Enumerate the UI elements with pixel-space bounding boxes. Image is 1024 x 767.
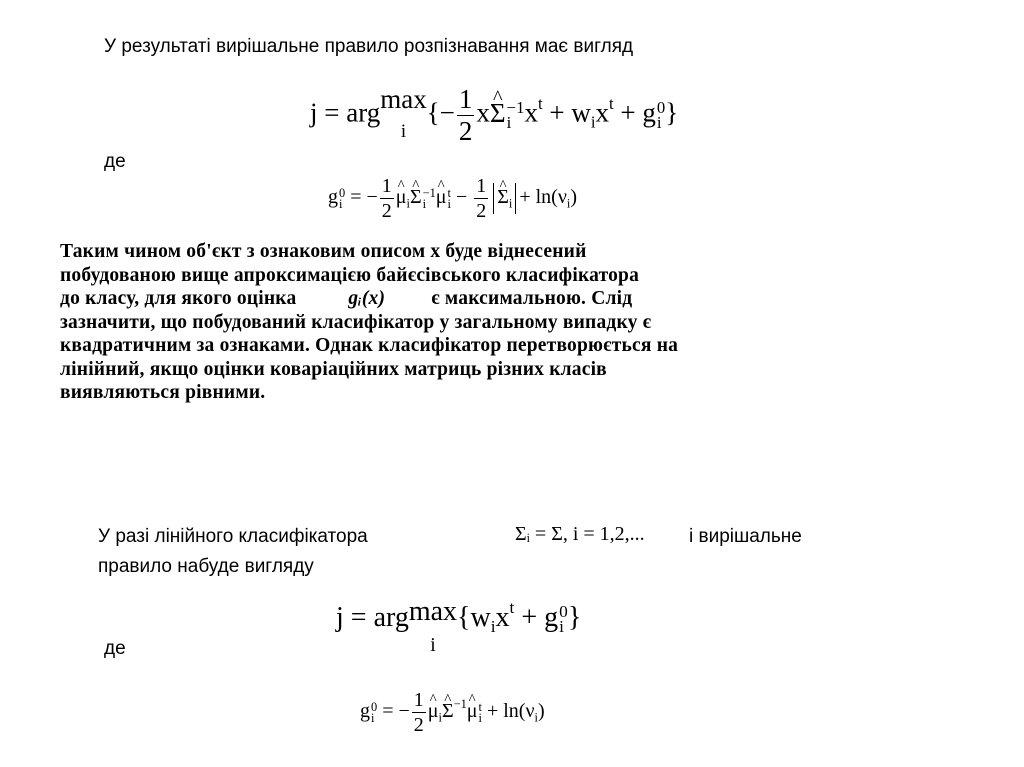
equal-covariance-formula: Σᵢ = Σ, i = 1,2,... (515, 523, 645, 545)
linear-classifier-text-b: і вирішальне (689, 526, 802, 547)
linear-classifier-text: У разі лінійного класифікатора (98, 526, 368, 547)
paragraph-line: до класу, для якого оцінка gᵢ(x) є максимальною. Слід (60, 288, 633, 309)
g-zero-formula: g 0 i = − $\frac{1}{2}$ ^ $\mu_i\^{}$ Σ −1 i ^ μ t i − $\frac{1}{2}$ ^ $\Sigma_i + \ln(\nu_i)$ (328, 176, 577, 221)
paragraph-line: квадратичним за ознаками. Однак класифікатор перетворюється на (60, 335, 679, 356)
decision-rule-formula: j = argmax i {− $\frac{1}{2}$ x^ Σ −1 i $x^t + w_ix^t + g$ 0 i } (310, 86, 678, 145)
where-label-1: де (104, 151, 126, 172)
linear-decision-rule-formula: j = argmax i {$w_ix^t + g$ 0 i } (336, 596, 582, 656)
explanation-paragraph (60, 240, 678, 405)
linear-classifier-text-2: правило набуде вигляду (98, 556, 314, 577)
paragraph-line: зазначити, що побудований класифікатор у загальному випадку є (60, 311, 652, 333)
where-label-2: де (104, 638, 126, 659)
paragraph-line: виявляються рівними. (60, 382, 266, 403)
heading-text: У результаті вирішальне правило розпізнавання має вигляд (104, 36, 634, 57)
paragraph-line: Таким чином об'єкт з ознаковим описом x буде віднесений (60, 241, 587, 262)
g-i-of-x: gᵢ(x) (348, 288, 386, 309)
paragraph-line: побудованою вище апроксимацією байєсівського класифікатора (60, 264, 640, 286)
paragraph-line: лінійний, якщо оцінки коваріаційних матриць різних класів (60, 358, 607, 380)
linear-g-zero-formula: g 0 i = − $\frac{1}{2}$ ^ $\mu_i\^{}$ $\Sigma^{-1}\^{}$ μ t i + $\ln(\nu_i)$ (360, 690, 545, 735)
